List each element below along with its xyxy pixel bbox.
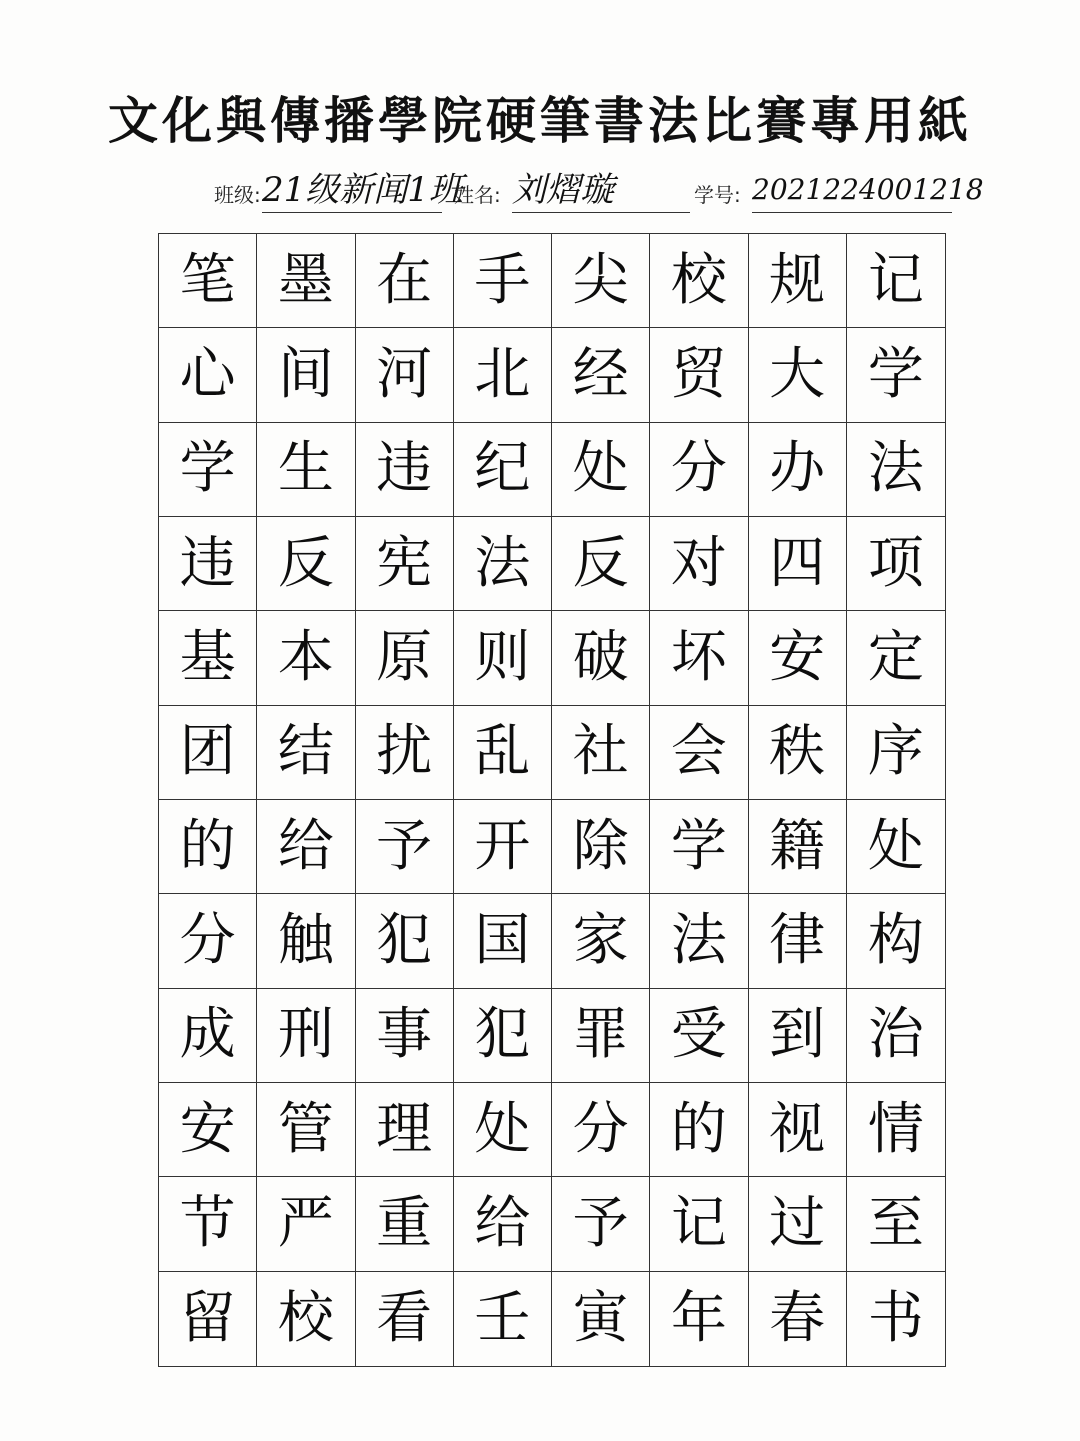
grid-cell: 刑 (257, 989, 355, 1083)
grid-cell: 扰 (356, 706, 454, 800)
grid-cell: 生 (257, 423, 355, 517)
grid-cell: 心 (159, 328, 257, 422)
grid-cell: 经 (552, 328, 650, 422)
grid-cell: 原 (356, 611, 454, 705)
grid-cell: 项 (847, 517, 945, 611)
grid-cell: 对 (650, 517, 748, 611)
grid-cell: 至 (847, 1177, 945, 1271)
grid-cell: 壬 (454, 1272, 552, 1366)
grid-cell: 北 (454, 328, 552, 422)
grid-cell: 秩 (749, 706, 847, 800)
grid-cell: 法 (454, 517, 552, 611)
name-label: 姓名: (454, 183, 501, 207)
grid-cell: 尖 (552, 234, 650, 328)
grid-cell: 严 (257, 1177, 355, 1271)
grid-cell: 序 (847, 706, 945, 800)
class-label: 班级: (214, 183, 261, 207)
grid-cell: 贸 (650, 328, 748, 422)
grid-cell: 反 (257, 517, 355, 611)
grid-cell: 开 (454, 800, 552, 894)
grid-cell: 给 (454, 1177, 552, 1271)
grid-cell: 记 (650, 1177, 748, 1271)
page-title: 文化與傳播學院硬筆書法比賽專用紙 (108, 91, 972, 150)
grid-cell: 犯 (356, 894, 454, 988)
grid-cell: 团 (159, 706, 257, 800)
grid-cell: 法 (650, 894, 748, 988)
grid-cell: 间 (257, 328, 355, 422)
grid-cell: 校 (650, 234, 748, 328)
grid-cell: 受 (650, 989, 748, 1083)
grid-cell: 校 (257, 1272, 355, 1366)
grid-cell: 春 (749, 1272, 847, 1366)
grid-cell: 办 (749, 423, 847, 517)
grid-cell: 理 (356, 1083, 454, 1177)
grid-cell: 予 (552, 1177, 650, 1271)
id-underline (752, 212, 952, 213)
grid-cell: 犯 (454, 989, 552, 1083)
grid-cell: 学 (159, 423, 257, 517)
grid-cell: 手 (454, 234, 552, 328)
grid-cell: 事 (356, 989, 454, 1083)
id-label: 学号: (694, 183, 741, 207)
grid-cell: 社 (552, 706, 650, 800)
grid-cell: 安 (749, 611, 847, 705)
grid-cell: 笔 (159, 234, 257, 328)
grid-cell: 到 (749, 989, 847, 1083)
grid-cell: 成 (159, 989, 257, 1083)
grid-cell: 分 (159, 894, 257, 988)
grid-cell: 的 (650, 1083, 748, 1177)
grid-cell: 违 (159, 517, 257, 611)
grid-cell: 除 (552, 800, 650, 894)
student-info-row (0, 168, 1080, 224)
class-value: 21级新闻1班 (262, 170, 463, 210)
grid-cell: 籍 (749, 800, 847, 894)
grid-cell: 学 (650, 800, 748, 894)
grid-cell: 结 (257, 706, 355, 800)
class-underline (262, 212, 442, 213)
calligraphy-grid (158, 233, 946, 1367)
grid-cell: 纪 (454, 423, 552, 517)
grid-cell: 书 (867, 1285, 924, 1351)
grid-cell: 分 (650, 423, 748, 517)
grid-cell: 会 (650, 706, 748, 800)
id-value: 2021224001218 (752, 173, 984, 206)
name-underline (512, 212, 690, 213)
grid-cell: 寅 (552, 1272, 650, 1366)
grid-cell: 反 (552, 517, 650, 611)
grid-cell: 规 (749, 234, 847, 328)
grid-cell: 家 (552, 894, 650, 988)
grid-cell: 大 (749, 328, 847, 422)
grid-cell: 本 (257, 611, 355, 705)
grid-cell: 国 (454, 894, 552, 988)
grid-cell: 处 (454, 1083, 552, 1177)
grid-cell: 宪 (356, 517, 454, 611)
grid-cell: 定 (847, 611, 945, 705)
grid-cell: 的 (159, 800, 257, 894)
grid-cell: 四 (749, 517, 847, 611)
grid-cell: 构 (847, 894, 945, 988)
grid-cell: 基 (159, 611, 257, 705)
grid-cell: 学 (847, 328, 945, 422)
grid-cell: 安 (159, 1083, 257, 1177)
grid-cell: 记 (847, 234, 945, 328)
grid-cell: 河 (356, 328, 454, 422)
grid-cell: 触 (257, 894, 355, 988)
grid-cell: 处 (847, 800, 945, 894)
grid-cell: 分 (552, 1083, 650, 1177)
grid-cell: 处 (552, 423, 650, 517)
grid-cell: 治 (847, 989, 945, 1083)
grid-cell: 给 (257, 800, 355, 894)
grid-cell: 则 (454, 611, 552, 705)
grid-cell: 管 (257, 1083, 355, 1177)
grid-cell: 过 (749, 1177, 847, 1271)
grid-cell: 律 (749, 894, 847, 988)
grid-cell: 乱 (454, 706, 552, 800)
grid-cell: 重 (356, 1177, 454, 1271)
grid-cell: 墨 (257, 234, 355, 328)
grid-cell: 情 (847, 1083, 945, 1177)
grid-cell: 在 (356, 234, 454, 328)
grid-cell: 坏 (650, 611, 748, 705)
grid-cell: 破 (552, 611, 650, 705)
grid-cell: 年 (650, 1272, 748, 1366)
grid-cell: 看 (356, 1272, 454, 1366)
grid-cell: 节 (159, 1177, 257, 1271)
name-value: 刘熠璇 (512, 170, 614, 210)
grid-cell: 罪 (552, 989, 650, 1083)
grid-cell: 法 (847, 423, 945, 517)
grid-cell: 视 (749, 1083, 847, 1177)
grid-cell: 予 (356, 800, 454, 894)
grid-cell: 留 (159, 1272, 257, 1366)
grid-cell: 违 (356, 423, 454, 517)
